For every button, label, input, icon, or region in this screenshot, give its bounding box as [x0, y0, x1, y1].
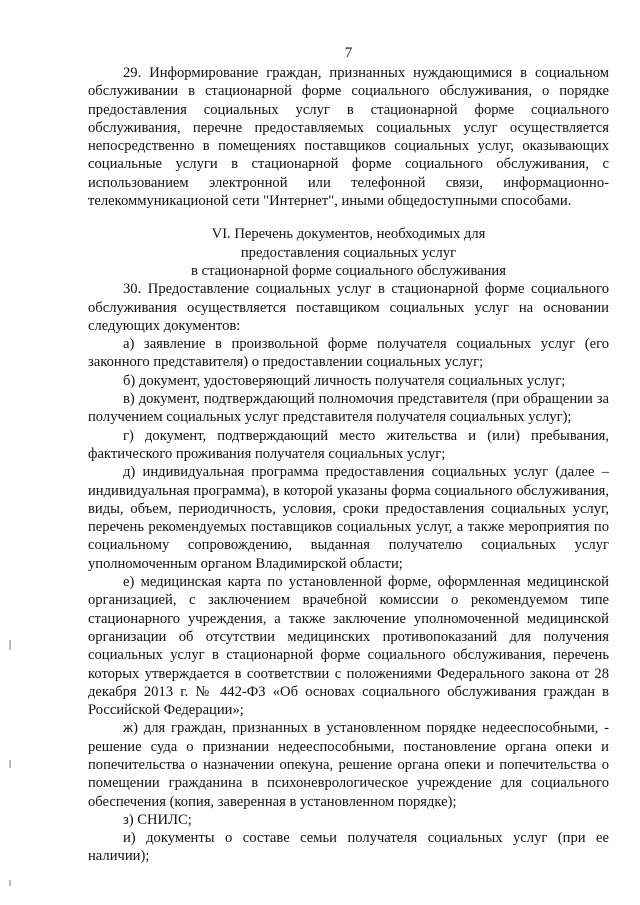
section-heading-line-3: в стационарной форме социального обслуживания [191, 262, 506, 279]
section-heading-line-2: предоставления социальных услуг [240, 244, 457, 261]
section-heading [88, 225, 609, 280]
scan-edge-mark [9, 760, 11, 768]
list-item-e: е) медицинская карта по установленной форме, оформленная медицинской организацией, с заключением врачебной комиссии о рекомендуемом типе стационарного учреждения, а также заключение уполномоченной медицинской организации об отсутствии медицинских противопоказаний для получения социальных услуг в стационарной форме социального обслуживания, перечень которых утверждается в соответствии с положениями Федерального закона от 28 декабря 2013 г. № 442-ФЗ «Об основах социального обслуживания граждан в Российской Федерации»; [88, 574, 609, 719]
list-item-b: б) документ, удостоверяющий личность получателя социальных услуг; [123, 372, 566, 389]
list-item-v: в) документ, подтверждающий полномочия представителя (при обращении за получением социальных услуг представителя получателя социальных услуг); [88, 391, 609, 426]
list-item-d: д) индивидуальная программа предоставления социальных услуг (далее – индивидуальная программа), в которой указаны форма социального обслуживания, виды, объем, периодичность, условия, сроки предоставления социальных услуг, перечень рекомендуемых поставщиков социальных услуг, а также мероприятия по социальному сопровождению, выданная получателю социальных услуг уполномоченным органом Владимирской области; [88, 464, 609, 572]
paragraph-30: 30. Предоставление социальных услуг в стационарной форме социального обслуживания осуществляется поставщиком социальных услуг на основании следующих документов: [88, 281, 609, 334]
list-item-g: г) документ, подтверждающий место жительства и (или) пребывания, фактического проживания получателя социальных услуг; [88, 427, 609, 462]
page-number: 7 [344, 45, 353, 61]
list-item-i: и) документы о составе семьи получателя социальных услуг (при ее наличии); [88, 830, 609, 865]
list-item-zh: ж) для граждан, признанных в установленном порядке недееспособными, - решение суда о признании недееспособными, постановление органа опеки и попечительства о назначении опекуна, решение органа опеки и попечительства о помещении гражданина в психоневрологическое учреждение для социального обеспечения (копия, заверенная в установленном порядке); [88, 720, 609, 810]
list-item-z: з) СНИЛС; [123, 811, 192, 828]
section-heading-line-1: VI. Перечень документов, необходимых для [211, 226, 486, 243]
scan-edge-mark [9, 640, 11, 650]
list-item-a: а) заявление в произвольной форме получателя социальных услуг (его законного представителя) о предоставлении социальных услуг; [88, 336, 609, 371]
paragraph-29: 29. Информирование граждан, признанных нуждающимися в социальном обслуживании в стационарной форме социального обслуживания, о порядке предоставления социальных услуг в стационарной форме социального обслуживания, перечне предоставляемых социальных услуг осуществляется непосредственно в помещениях поставщиков социальных услуг, оказывающих социальные услуги в стационарной форме социального обслуживания, с использованием электронной или телефонной связи, информационно-телекоммуникационой сети "Интернет", иными общедоступными способами. [88, 65, 609, 210]
scan-edge-mark [9, 880, 11, 886]
